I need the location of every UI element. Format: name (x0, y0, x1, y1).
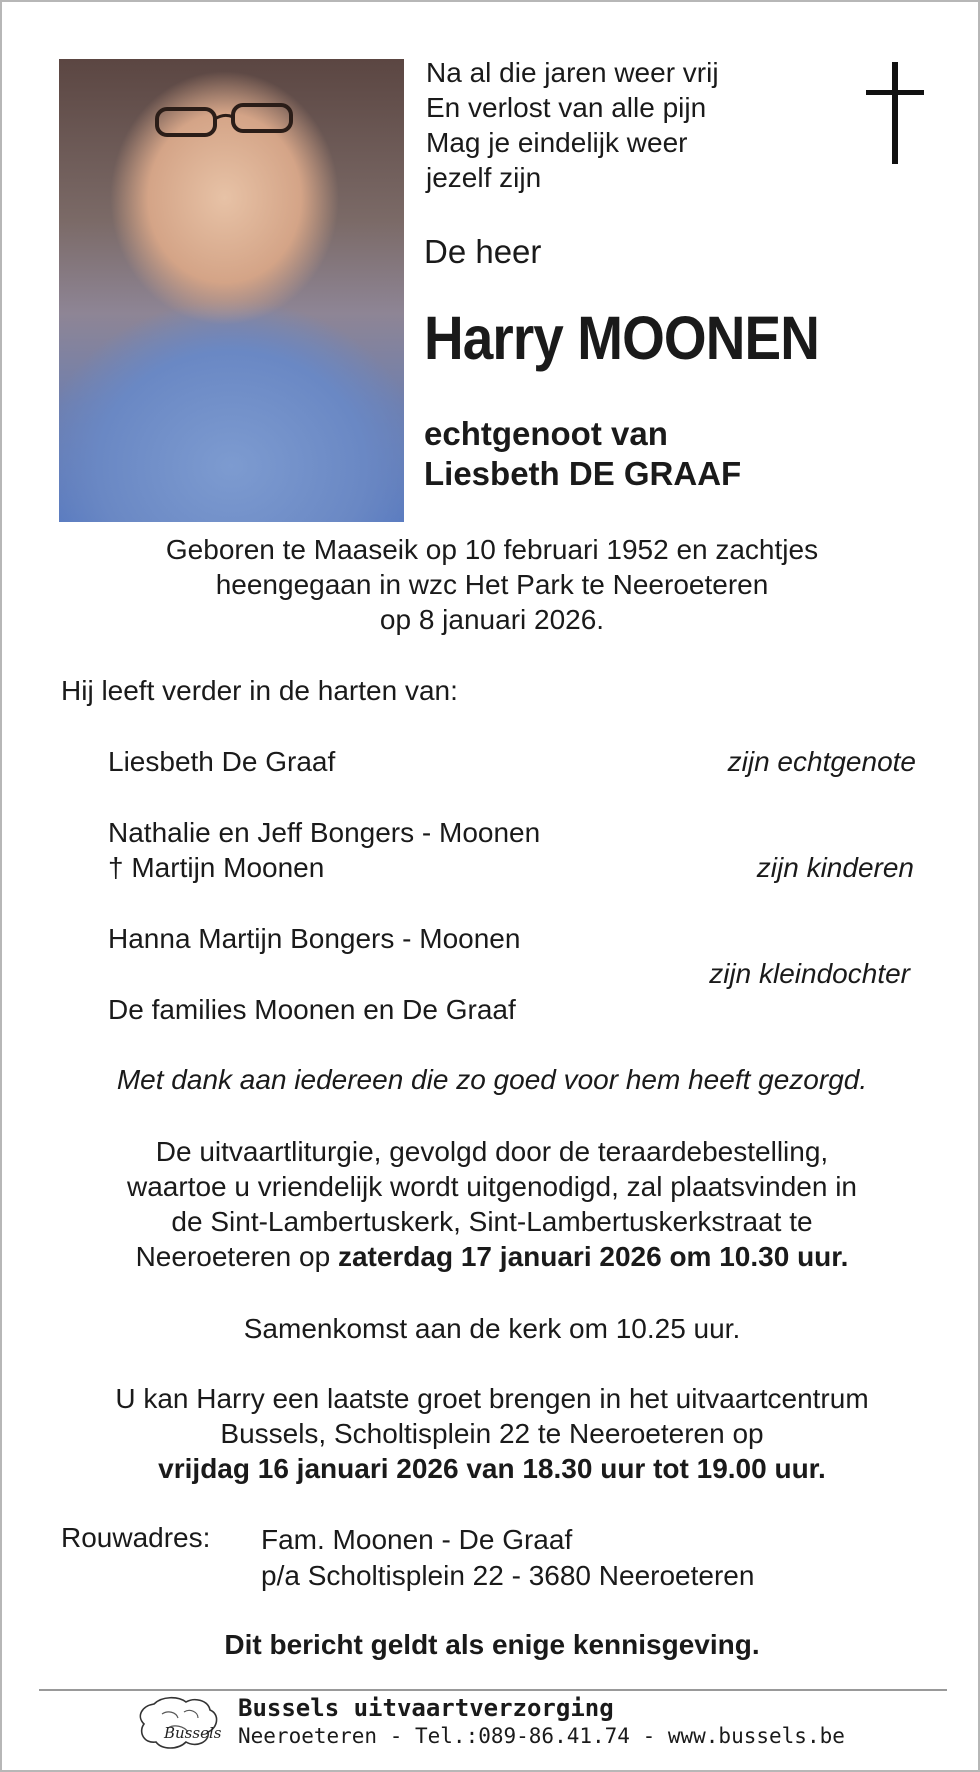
bussels-logo-icon (132, 1694, 232, 1754)
poem-line: Na al die jaren weer vrij (426, 57, 719, 88)
thanks-note: Met dank aan iedereen die zo goed voor hem heeft gezorgd. (116, 1064, 868, 1095)
text-line (2, 1239, 980, 1274)
latin-cross-icon (866, 62, 924, 164)
text-plain: Neeroeteren op (135, 1241, 338, 1272)
relative-role: zijn echtgenote (727, 746, 916, 777)
relative-name: † Martijn Moonen (108, 852, 325, 883)
company-name: Bussels uitvaartverzorging (238, 1694, 614, 1722)
spouse-line: echtgenoot van (424, 415, 668, 452)
portrait-photo (59, 59, 404, 522)
text-line: waartoe u vriendelijk wordt uitgenodigd, zal plaatsvinden in (127, 1171, 857, 1202)
poem (426, 55, 719, 195)
text-line: De uitvaartliturgie, gevolgd door de teraardebestelling, (155, 1136, 829, 1167)
deceased-name: Harry MOONEN (424, 304, 819, 372)
poem-line: En verlost van alle pijn (426, 92, 707, 123)
visitation-info (2, 1381, 980, 1486)
funeral-service-info (2, 1134, 980, 1274)
visitation-date-time: vrijdag 16 januari 2026 van 18.30 uur tot 19.00 uur. (158, 1453, 826, 1484)
notice: Dit bericht geldt als enige kennisgeving. (224, 1629, 760, 1660)
mourning-address (261, 1522, 754, 1594)
text-line: op 8 januari 2026. (379, 604, 605, 635)
poem-line: jezelf zijn (426, 162, 542, 193)
relative-role: zijn kinderen (756, 852, 914, 883)
glasses-shape (149, 101, 299, 139)
address-line: p/a Scholtisplein 22 - 3680 Neeroeteren (261, 1560, 755, 1591)
poem-line: Mag je eindelijk weer (426, 127, 688, 158)
address-line: Fam. Moonen - De Graaf (261, 1524, 573, 1555)
address-label: Rouwadres: (61, 1522, 211, 1553)
text-line: Geboren te Maaseik op 10 februari 1952 en zachtjes (165, 534, 819, 565)
relatives-intro: Hij leeft verder in de harten van: (61, 675, 458, 706)
honorific: De heer (424, 233, 542, 270)
birth-death-info (2, 532, 980, 637)
spouse-name: Liesbeth DE GRAAF (424, 455, 742, 492)
relative-name: Hanna Martijn Bongers - Moonen (108, 923, 521, 954)
text-line: U kan Harry een laatste groet brengen in het uitvaartcentrum (115, 1383, 869, 1414)
footer-divider (39, 1689, 947, 1691)
text-line: Bussels, Scholtisplein 22 te Neeroeteren op (220, 1418, 764, 1449)
logo-text: Bussels (164, 1724, 222, 1742)
company-contact: Neeroeteren - Tel.:089-86.41.74 - www.bussels.be (238, 1724, 845, 1748)
spouse-info (424, 414, 741, 494)
meeting-info: Samenkomst aan de kerk om 10.25 uur. (243, 1313, 741, 1344)
relative-role: zijn kleindochter (709, 958, 910, 989)
relative-name: Nathalie en Jeff Bongers - Moonen (108, 817, 541, 848)
relative-name: De families Moonen en De Graaf (108, 994, 516, 1025)
text-line: de Sint-Lambertuskerk, Sint-Lambertuskerkstraat te (171, 1206, 813, 1237)
text-line: heengegaan in wzc Het Park te Neeroeteren (215, 569, 769, 600)
relative-name: Liesbeth De Graaf (108, 746, 336, 777)
service-date-time: zaterdag 17 januari 2026 om 10.30 uur. (337, 1241, 849, 1272)
